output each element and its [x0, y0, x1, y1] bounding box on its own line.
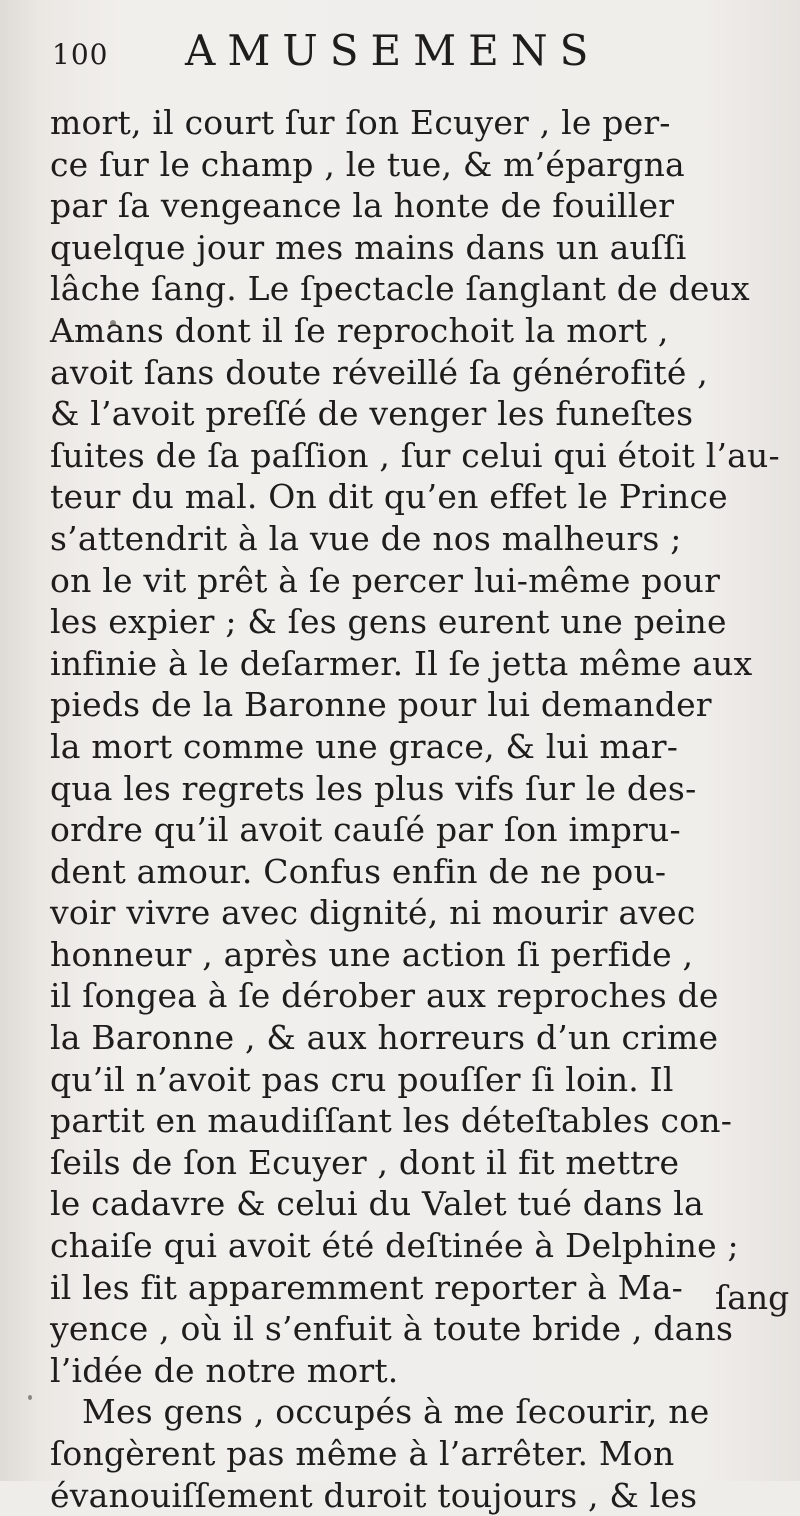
text-line: qua les regrets les plus vifs ſur le des-	[50, 768, 697, 808]
text-line: ſongèrent pas même à l’arrêter. Mon	[50, 1434, 675, 1473]
text-line: chaiſe qui avoit été deſtinée à Delphine ;	[50, 1226, 739, 1266]
text-line: ordre qu’il avoit cauſé par ſon impru-	[50, 810, 681, 850]
text-line: infinie à le deſarmer. Il ſe jetta même aux	[50, 643, 753, 683]
text-line: & l’avoit preſſé de venger les funeſtes	[50, 394, 694, 434]
page-number: 100	[52, 38, 109, 71]
text-line: le cadavre & celui du Valet tué dans la	[50, 1184, 704, 1224]
text-line: quelque jour mes mains dans un auſſi	[50, 227, 687, 267]
text-line: la Baronne , & aux horreurs d’un crime	[50, 1018, 719, 1058]
text-line: ce ſur le champ , le tue, & m’épargna	[50, 144, 685, 184]
text-line: partit en maudiſſant les déteſtables con-	[50, 1101, 733, 1141]
margin-ink-spot	[28, 1395, 32, 1400]
text-line: on le vit prêt à ſe percer lui-même pour	[50, 560, 721, 600]
catchword: ſang	[715, 1278, 790, 1317]
text-line: qu’il n’avoit pas cru pouſſer ſi loin. Il	[50, 1059, 674, 1099]
text-line: évanouiſſement duroit toujours , & les	[50, 1475, 698, 1515]
page-header	[50, 18, 750, 78]
text-line: avoit ſans doute réveillé ſa générofité ,	[50, 352, 708, 392]
text-line: les expier ; & ſes gens eurent une peine	[50, 602, 727, 642]
text-line: yence , où il s’enfuit à toute bride , dans	[50, 1309, 734, 1349]
text-line: Amans dont il ſe reprochoit la mort ,	[50, 310, 669, 350]
text-line: la mort comme une grace, & lui mar-	[50, 726, 679, 766]
text-line: Mes gens , occupés à me ſecourir, ne	[82, 1392, 710, 1432]
body-text	[50, 102, 790, 1516]
text-line: lâche ſang. Le ſpectacle ſanglant de deux	[50, 269, 750, 309]
running-title: AMUSEMENS	[185, 26, 601, 75]
text-line: voir vivre avec dignité, ni mourir avec	[50, 893, 696, 933]
text-line: il les fit apparemment reporter à Ma-	[50, 1267, 683, 1307]
text-line: teur du mal. On dit qu’en effet le Prince	[50, 477, 728, 517]
text-line: s’attendrit à la vue de nos malheurs ;	[50, 518, 682, 558]
text-line: honneur , après une action ſi perfide ,	[50, 934, 694, 974]
text-line: par ſa vengeance la honte de fouiller	[50, 186, 675, 226]
text-line: il ſongea à ſe dérober aux reproches de	[50, 976, 719, 1016]
text-line: ſeils de ſon Ecuyer , dont il fit mettre	[50, 1142, 680, 1182]
text-line: dent amour. Confus enfin de ne pou-	[50, 851, 667, 891]
text-line: pieds de la Baronne pour lui demander	[50, 685, 712, 725]
text-line: l’idée de notre mort.	[50, 1350, 399, 1390]
text-line: mort, il court ſur ſon Ecuyer , le per-	[50, 103, 671, 142]
text-line: ſuites de ſa paſſion , ſur celui qui étoit l’au-	[50, 435, 780, 475]
